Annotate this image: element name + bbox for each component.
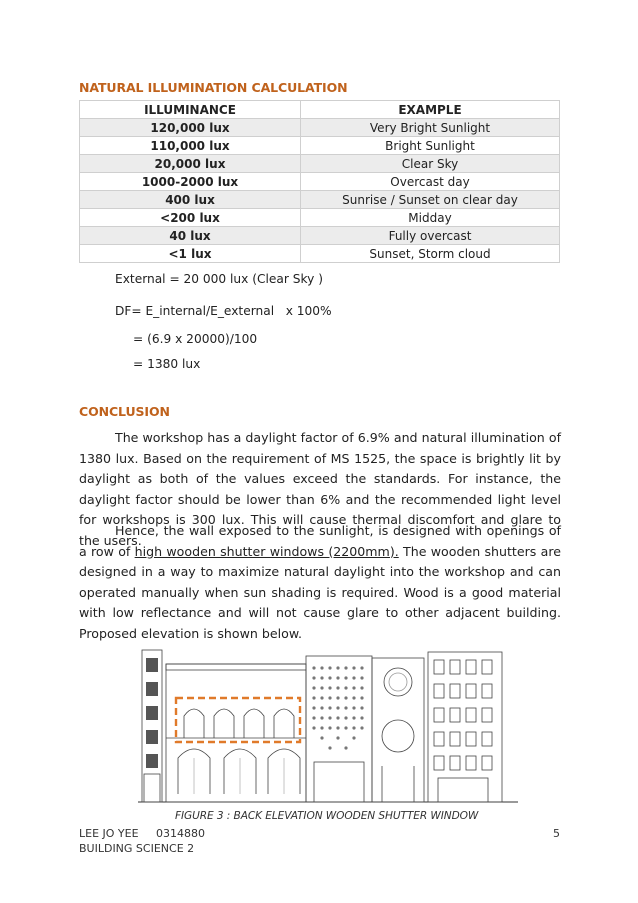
figure-caption: FIGURE 3 : BACK ELEVATION WOODEN SHUTTER WINDOW <box>175 810 479 822</box>
table-row <box>80 155 560 173</box>
example-cell: Clear Sky <box>301 155 560 173</box>
illuminance-cell: 400 lux <box>80 191 301 209</box>
table-row <box>80 119 560 137</box>
footer-author: LEE JO YEE 0314880 <box>79 827 206 840</box>
example-cell: Overcast day <box>301 173 560 191</box>
table-row <box>80 245 560 263</box>
illuminance-cell: <200 lux <box>80 209 301 227</box>
example-cell: Fully overcast <box>301 227 560 245</box>
section-heading-conclusion: CONCLUSION <box>79 404 170 419</box>
calc-step: = (6.9 x 20000)/100 <box>133 332 258 346</box>
illuminance-table <box>79 100 560 263</box>
page-number: 5 <box>553 827 560 840</box>
example-cell: Very Bright Sunlight <box>301 119 560 137</box>
illuminance-cell: 40 lux <box>80 227 301 245</box>
table-row <box>80 209 560 227</box>
table-row <box>80 227 560 245</box>
table-row <box>80 191 560 209</box>
paragraph-text <box>79 521 561 644</box>
illuminance-cell: 120,000 lux <box>80 119 301 137</box>
column-header: EXAMPLE <box>301 101 560 119</box>
table-header-row <box>80 101 560 119</box>
example-cell: Sunrise / Sunset on clear day <box>301 191 560 209</box>
back-elevation-drawing <box>138 646 518 804</box>
illuminance-cell: 20,000 lux <box>80 155 301 173</box>
illuminance-cell: 1000-2000 lux <box>80 173 301 191</box>
example-cell: Sunset, Storm cloud <box>301 245 560 263</box>
paragraph-text-end: The wooden shutters are designed in a way to maximize natural daylight into the workshop and can operated manually when sun shading is required. Wood is a good material with low reflectance and will not cause glare to other adjacent building. Proposed elevation is shown below. <box>79 543 561 641</box>
calc-formula: DF= E_internal/E_external x 100% <box>115 304 332 318</box>
example-cell: Midday <box>301 209 560 227</box>
conclusion-paragraph-2 <box>79 521 561 644</box>
example-cell: Bright Sunlight <box>301 137 560 155</box>
illuminance-cell: 110,000 lux <box>80 137 301 155</box>
table-row <box>80 137 560 155</box>
shutter-highlight-box <box>176 698 300 742</box>
table-row <box>80 173 560 191</box>
paragraph-text-start: Hence, the wall exposed to the sunlight, is designed with openings of a row of <box>79 523 561 559</box>
illuminance-cell: <1 lux <box>80 245 301 263</box>
section-heading-illumination: NATURAL ILLUMINATION CALCULATION <box>79 80 348 95</box>
underlined-text: high wooden shutter windows (2200mm). <box>134 543 399 559</box>
calc-external: External = 20 000 lux (Clear Sky ) <box>115 272 323 286</box>
footer-course: BUILDING SCIENCE 2 <box>79 842 195 855</box>
calc-result: = 1380 lux <box>133 357 201 371</box>
column-header: ILLUMINANCE <box>80 101 301 119</box>
paragraph-text: The workshop has a daylight factor of 6.9% and natural illumination of 1380 lux. Based on the requirement of MS 1525, the space is brightly lit by daylight as both of the values exceed the standards. For instance, the daylight factor should be lower than 6% and the recommended light level for workshops is 300 lux. This will cause thermal discomfort and glare to the users. <box>79 430 561 548</box>
